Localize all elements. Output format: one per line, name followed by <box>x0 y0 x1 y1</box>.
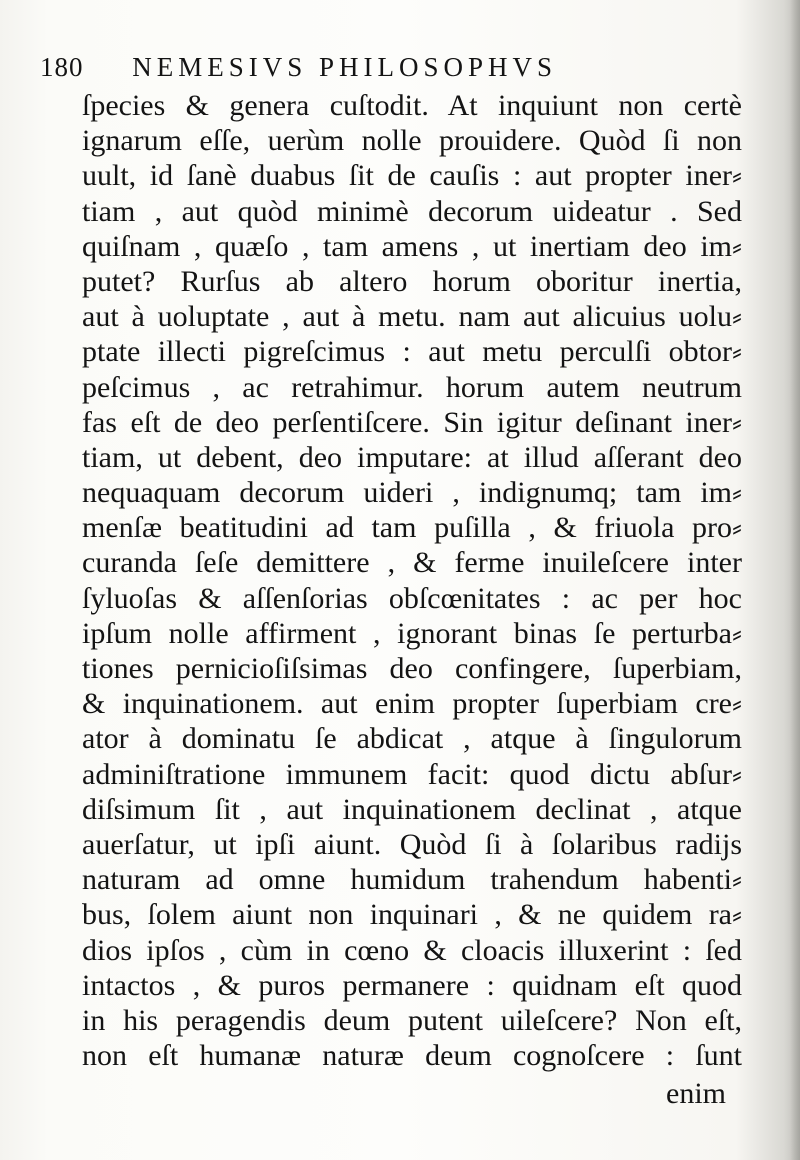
text-line: ſpecies & genera cuſtodit. At inquiunt non certè <box>82 89 742 122</box>
spine-shadow <box>790 0 800 1160</box>
text-line: nequaquam decorum uideri , indignumq; tam im⸗ <box>82 476 742 510</box>
text-line: curanda ſeſe demittere , & ferme inuileſcere inter <box>82 546 742 580</box>
text-line: putet? Rurſus ab altero horum oboritur inertia, <box>82 264 742 298</box>
text-line: ignarum eſſe, uerùm nolle prouidere. Quòd ſi non <box>82 124 742 158</box>
text-line: diſsimum ſit , aut inquinationem declinat , atque <box>82 792 742 826</box>
text-line: fas eſt de deo perſentiſcere. Sin igitur deſinant iner⸗ <box>82 405 742 439</box>
text-line: adminiſtratione immunem facit: quod dictu abſur⸗ <box>82 757 742 791</box>
text-line: peſcimus , ac retrahimur. horum autem neutrum <box>82 370 742 404</box>
text-line: uult, id ſanè duabus ſit de cauſis : aut propter iner⸗ <box>82 159 742 193</box>
text-line: in his peragendis deum putent uileſcere? Non eſt, <box>82 1003 742 1037</box>
text-line: ptate illecti pigreſcimus : aut metu perculſi obtor⸗ <box>82 335 742 369</box>
text-line: aut à uoluptate , aut à metu. nam aut alicuius uolu⸗ <box>82 300 742 334</box>
text-line: & inquinationem. aut enim propter ſuperbiam cre⸗ <box>82 687 742 721</box>
text-line: bus, ſolem aiunt non inquinari , & ne quidem ra⸗ <box>82 898 742 932</box>
body-text <box>82 88 742 1073</box>
text-line: ſyluoſas & aſſenſorias obſcœnitates : ac per hoc <box>82 581 742 615</box>
text-line: ipſum nolle affirment , ignorant binas ſe perturba⸗ <box>82 616 742 650</box>
catchword: enim <box>666 1077 726 1110</box>
running-title: NEMESIVS PHILOSOPHVS <box>132 52 558 82</box>
text-line: tiones pernicioſiſsimas deo confingere, ſuperbiam, <box>82 652 742 685</box>
text-line: ator à dominatu ſe abdicat , atque à ſingulorum <box>82 722 742 756</box>
text-line: quiſnam , quæſo , tam amens , ut inertiam deo im⸗ <box>82 229 742 263</box>
text-line: auerſatur, ut ipſi aiunt. Quòd ſi à ſolaribus radijs <box>82 827 742 861</box>
text-line: naturam ad omne humidum trahendum habenti⸗ <box>82 863 742 897</box>
running-head <box>40 52 700 83</box>
text-line: menſæ beatitudini ad tam puſilla , & friuola pro⸗ <box>82 511 742 545</box>
text-line: dios ipſos , cùm in cœno & cloacis illuxerint : ſed <box>82 933 742 967</box>
text-line: non eſt humanæ naturæ deum cognoſcere : ſunt <box>82 1039 742 1073</box>
text-line: intactos , & puros permanere : quidnam eſt quod <box>82 968 742 1002</box>
text-line: tiam , aut quòd minimè decorum uideatur . Sed <box>82 194 742 228</box>
page-number: 180 <box>40 52 84 82</box>
text-line: tiam, ut debent, deo imputare: at illud aſſerant deo <box>82 440 742 474</box>
